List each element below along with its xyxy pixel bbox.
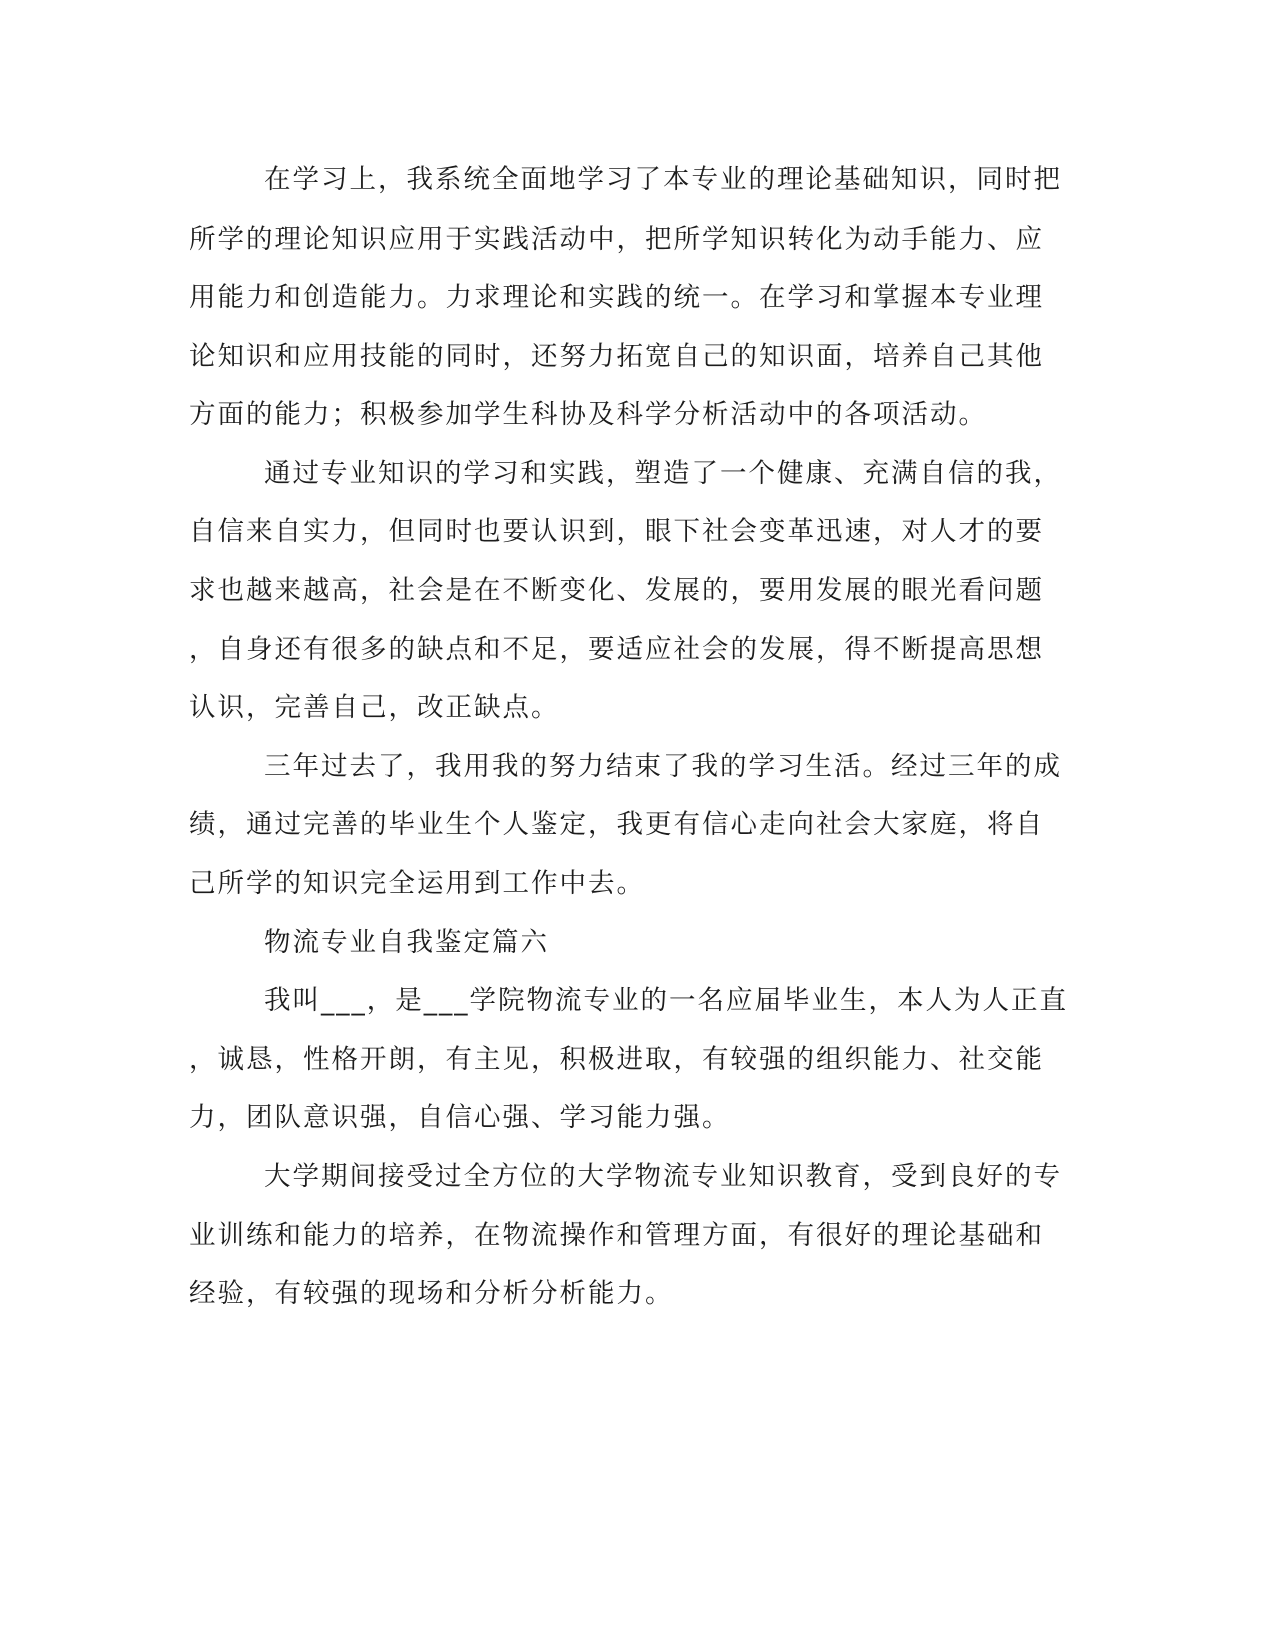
paragraph-4-line-1: 我叫___，是___学院物流专业的一名应届毕业生，本人为人正直 (264, 985, 1068, 1016)
paragraph-1-line-2: 所学的理论知识应用于实践活动中，把所学知识转化为动手能力、应 (189, 224, 1044, 255)
paragraph-5-line-3: 经验，有较强的现场和分析分析能力。 (189, 1278, 674, 1309)
paragraph-2-line-3: 求也越来越高，社会是在不断变化、发展的，要用发展的眼光看问题 (189, 575, 1044, 606)
paragraph-2-line-5: 认识，完善自己，改正缺点。 (189, 692, 560, 723)
paragraph-1-line-4: 论知识和应用技能的同时，还努力拓宽自己的知识面，培养自己其他 (189, 341, 1044, 372)
paragraph-3-line-2: 绩，通过完善的毕业生个人鉴定，我更有信心走向社会大家庭，将自 (189, 809, 1044, 840)
paragraph-3-line-3: 己所学的知识完全运用到工作中去。 (189, 868, 645, 899)
paragraph-3-line-1: 三年过去了，我用我的努力结束了我的学习生活。经过三年的成 (264, 751, 1062, 782)
paragraph-2-line-2: 自信来自实力，但同时也要认识到，眼下社会变革迅速，对人才的要 (189, 516, 1044, 547)
paragraph-5-line-1: 大学期间接受过全方位的大学物流专业知识教育，受到良好的专 (264, 1161, 1062, 1192)
paragraph-1-line-5: 方面的能力；积极参加学生科协及科学分析活动中的各项活动。 (189, 399, 987, 430)
paragraph-1-line-3: 用能力和创造能力。力求理论和实践的统一。在学习和掌握本专业理 (189, 282, 1044, 313)
paragraph-2-line-4: ，自身还有很多的缺点和不足，要适应社会的发展，得不断提高思想 (189, 634, 1044, 665)
paragraph-4-line-2: ，诚恳，性格开朗，有主见，积极进取，有较强的组织能力、社交能 (189, 1044, 1044, 1075)
paragraph-5-line-2: 业训练和能力的培养，在物流操作和管理方面，有很好的理论基础和 (189, 1220, 1044, 1251)
paragraph-1-line-1: 在学习上，我系统全面地学习了本专业的理论基础知识，同时把 (264, 164, 1062, 195)
paragraph-2-line-1: 通过专业知识的学习和实践，塑造了一个健康、充满自信的我， (264, 458, 1062, 489)
paragraph-4-line-3: 力，团队意识强，自信心强、学习能力强。 (189, 1102, 731, 1133)
section-heading: 物流专业自我鉴定篇六 (264, 927, 549, 958)
